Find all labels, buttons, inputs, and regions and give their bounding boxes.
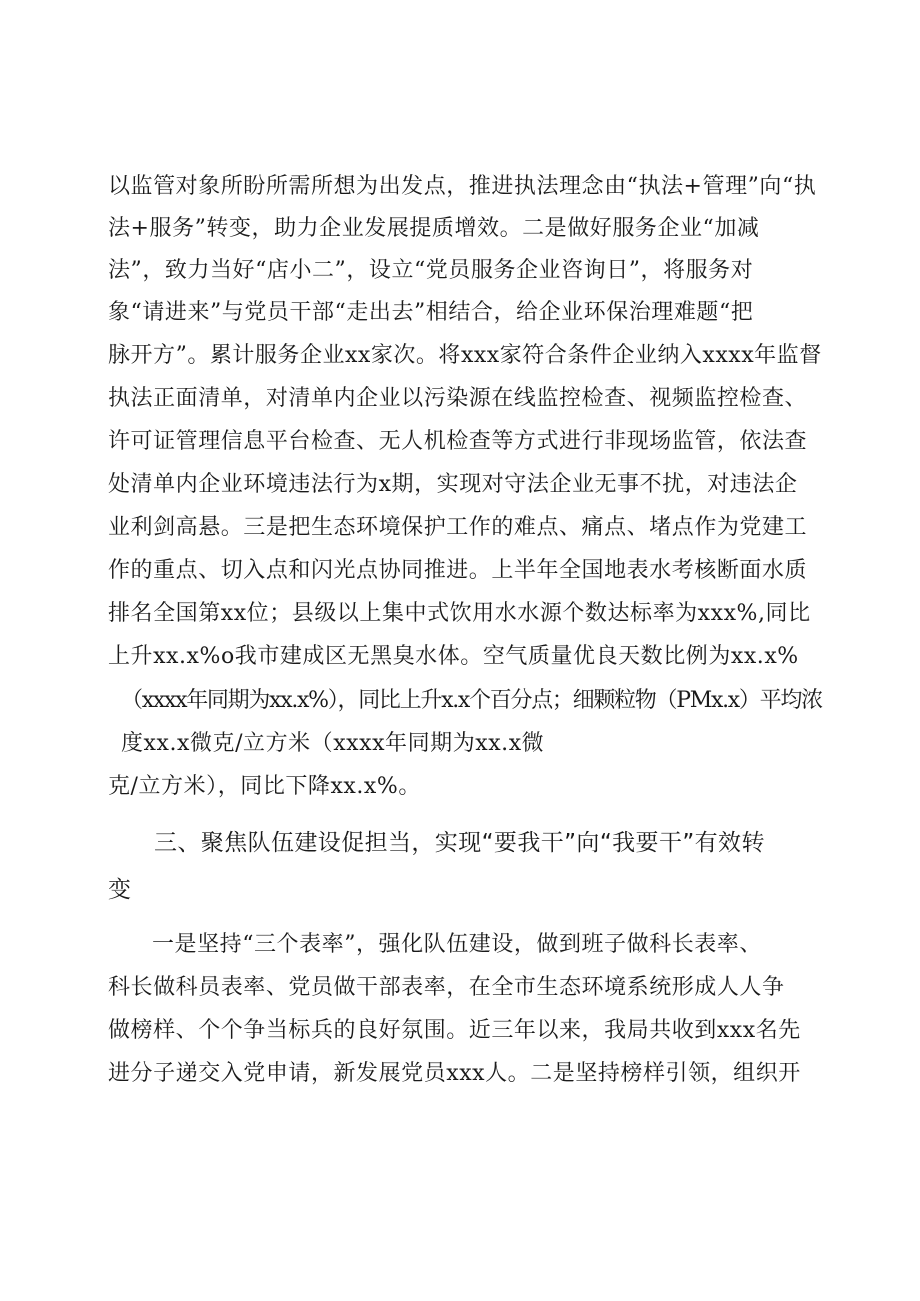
paragraph-line: 做榜样、个个争当标兵的良好氛围。近三年以来，我局共收到xxx名先 — [108, 1018, 801, 1043]
paragraph-line: 处清单内企业环境违法行为x期，实现对守法企业无事不扰，对违法企 — [108, 472, 798, 497]
paragraph-line: 一是坚持“三个表率”，强化队伍建设，做到班子做科长表率、 — [152, 932, 762, 957]
paragraph-line: 上升xx.x%o我市建成区无黑臭水体。空气质量优良天数比例为xx.x% — [108, 644, 799, 669]
paragraph-line: 象“请进来”与党员干部“走出去”相结合，给企业环保治理难题“把 — [108, 300, 754, 325]
paragraph-line: 克/立方米），同比下降xx.x%。 — [108, 774, 421, 799]
paragraph-line: 以监管对象所盼所需所想为出发点，推进执法理念由“执法+管理”向“执 — [108, 174, 817, 199]
section-heading: 三、聚焦队伍建设促担当，实现“要我干”向“我要干”有效转 — [154, 830, 765, 856]
paragraph-line: 作的重点、切入点和闪光点协同推进。上半年全国地表水考核断面水质 — [108, 558, 808, 583]
paragraph-line: 执法正面清单，对清单内企业以污染源在线监控检查、视频监控检查、 — [108, 386, 808, 411]
section-heading: 变 — [108, 877, 132, 903]
paragraph-line: 业利剑高悬。三是把生态环境保护工作的难点、痛点、堵点作为党建工 — [108, 515, 808, 540]
paragraph-line: 排名全国第xx位；县级以上集中式饮用水水源个数达标率为xxx%,同比 — [108, 601, 811, 626]
paragraph-line: 科长做科员表率、党员做干部表率，在全市生态环境系统形成人人争 — [108, 975, 785, 1000]
paragraph-line: 脉开方”。累计服务企业xx家次。将xxx家符合条件企业纳入xxxx年监督 — [108, 343, 822, 368]
paragraph-line: 法”，致力当好“店小二”，设立“党员服务企业咨询日”，将服务对 — [108, 258, 754, 283]
paragraph-line: （xxxx年同期为xx.x%），同比上升x.x个百分点；细颗粒物（PMx.x）平均浓 — [121, 688, 822, 713]
paragraph-line: 许可证管理信息平台检查、无人机检查等方式进行非现场监管，依法查 — [108, 429, 808, 454]
paragraph-line: 度xx.x微克/立方米（xxxx年同期为xx.x微 — [121, 731, 545, 756]
paragraph-line: 法+服务”转变，助力企业发展提质增效。二是做好服务企业“加减 — [108, 216, 760, 241]
paragraph-line: 进分子递交入党申请，新发展党员xxx人。二是坚持榜样引领，组织开 — [108, 1061, 801, 1086]
